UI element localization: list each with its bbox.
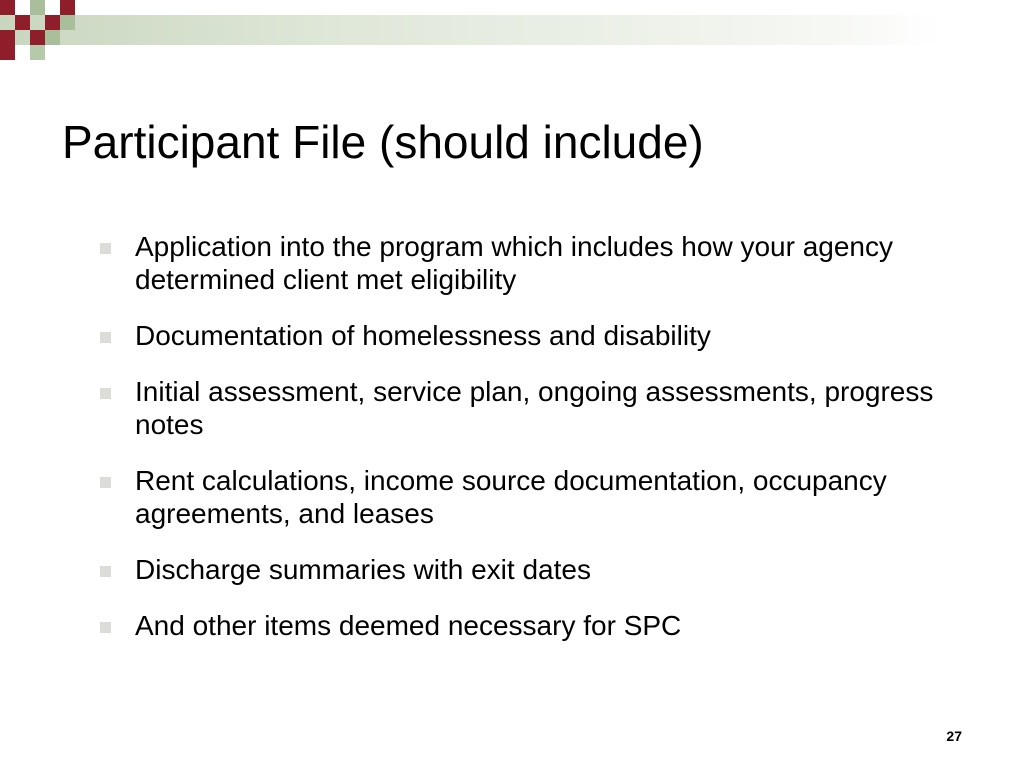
square-bullet-icon: [100, 477, 111, 488]
bullet-text: And other items deemed necessary for SPC: [135, 610, 682, 641]
bullet-item: [98, 230, 958, 296]
checker-square: [30, 0, 45, 15]
checker-square: [30, 45, 45, 60]
bullet-item: [98, 464, 958, 530]
bullet-text: Application into the program which includes how your agency determined client met eligibility: [135, 231, 893, 295]
checker-square: [0, 30, 15, 45]
bullet-text: Discharge summaries with exit dates: [135, 554, 591, 585]
checker-square: [60, 0, 75, 15]
bullet-text: Rent calculations, income source documentation, occupancy agreements, and leases: [135, 465, 887, 529]
checker-square: [0, 45, 15, 60]
square-bullet-icon: [100, 332, 111, 343]
square-bullet-icon: [100, 388, 111, 399]
bullet-item: [98, 553, 958, 586]
square-bullet-icon: [100, 622, 111, 633]
square-bullet-icon: [100, 566, 111, 577]
checker-square: [30, 30, 45, 45]
checker-square: [60, 15, 75, 30]
bullet-item: [98, 319, 958, 352]
page-number: 27: [946, 728, 962, 744]
checker-square: [45, 15, 60, 30]
checker-square: [0, 0, 15, 15]
bullet-list: [98, 230, 958, 665]
checker-square: [15, 15, 30, 30]
bullet-text: Initial assessment, service plan, ongoing assessments, progress notes: [135, 376, 934, 440]
header-decoration-band: [0, 15, 944, 45]
bullet-item: [98, 375, 958, 441]
bullet-text: Documentation of homelessness and disability: [135, 320, 711, 351]
bullet-item: [98, 609, 958, 642]
slide-title: Participant File (should include): [62, 116, 704, 168]
checker-square: [45, 30, 60, 45]
square-bullet-icon: [100, 243, 111, 254]
